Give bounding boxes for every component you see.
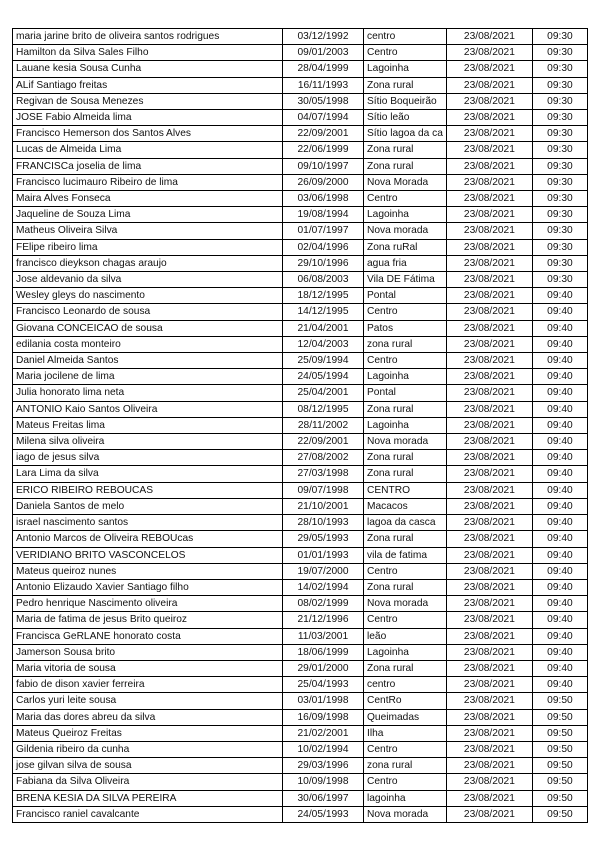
table-row <box>13 563 588 579</box>
table-row <box>13 741 588 757</box>
appointment-time-cell: 09:30 <box>532 239 587 255</box>
location-cell: Zona rural <box>364 77 447 93</box>
birth-date-cell: 21/10/2001 <box>283 498 364 514</box>
birth-date-cell: 21/04/2001 <box>283 320 364 336</box>
schedule-table-body <box>13 29 588 823</box>
table-row <box>13 612 588 628</box>
location-cell: Zona rural <box>364 660 447 676</box>
person-name-cell: Jose aldevanio da silva <box>13 272 283 288</box>
appointment-date-cell: 23/08/2021 <box>446 385 532 401</box>
appointment-date-cell: 23/08/2021 <box>446 353 532 369</box>
person-name-cell: BRENA KESIA DA SILVA PEREIRA <box>13 790 283 806</box>
location-cell: Nova morada <box>364 806 447 822</box>
location-cell: Zona rural <box>364 466 447 482</box>
location-cell: lagoa da casca <box>364 515 447 531</box>
appointment-date-cell: 23/08/2021 <box>446 77 532 93</box>
location-cell: Sítio leão <box>364 110 447 126</box>
table-row <box>13 725 588 741</box>
birth-date-cell: 29/03/1996 <box>283 758 364 774</box>
birth-date-cell: 27/08/2002 <box>283 450 364 466</box>
table-row <box>13 515 588 531</box>
appointment-time-cell: 09:30 <box>532 191 587 207</box>
appointment-date-cell: 23/08/2021 <box>446 790 532 806</box>
appointment-time-cell: 09:40 <box>532 401 587 417</box>
birth-date-cell: 03/01/1998 <box>283 693 364 709</box>
appointment-date-cell: 23/08/2021 <box>446 644 532 660</box>
birth-date-cell: 14/02/1994 <box>283 579 364 595</box>
birth-date-cell: 22/09/2001 <box>283 126 364 142</box>
appointment-date-cell: 23/08/2021 <box>446 547 532 563</box>
location-cell: vila de fatima <box>364 547 447 563</box>
table-row <box>13 320 588 336</box>
birth-date-cell: 29/10/1996 <box>283 255 364 271</box>
birth-date-cell: 03/06/1998 <box>283 191 364 207</box>
person-name-cell: Francisco raniel cavalcante <box>13 806 283 822</box>
appointment-time-cell: 09:40 <box>532 660 587 676</box>
appointment-time-cell: 09:40 <box>532 466 587 482</box>
person-name-cell: Daniela Santos de melo <box>13 498 283 514</box>
person-name-cell: Lucas de Almeida Lima <box>13 142 283 158</box>
appointment-date-cell: 23/08/2021 <box>446 612 532 628</box>
person-name-cell: Maria vitoria de sousa <box>13 660 283 676</box>
birth-date-cell: 25/04/2001 <box>283 385 364 401</box>
person-name-cell: Maria de fatima de jesus Brito queiroz <box>13 612 283 628</box>
appointment-date-cell: 23/08/2021 <box>446 563 532 579</box>
appointment-time-cell: 09:40 <box>532 417 587 433</box>
birth-date-cell: 26/09/2000 <box>283 174 364 190</box>
appointment-time-cell: 09:40 <box>532 579 587 595</box>
person-name-cell: Francisco lucimauro Ribeiro de lima <box>13 174 283 190</box>
appointment-time-cell: 09:30 <box>532 272 587 288</box>
table-row <box>13 77 588 93</box>
appointment-time-cell: 09:40 <box>532 531 587 547</box>
table-row <box>13 531 588 547</box>
person-name-cell: Antonio Marcos de Oliveira REBOUcas <box>13 531 283 547</box>
person-name-cell: Francisco Leonardo de sousa <box>13 304 283 320</box>
location-cell: Zona rural <box>364 450 447 466</box>
birth-date-cell: 29/05/1993 <box>283 531 364 547</box>
person-name-cell: JOSE Fabio Almeida lima <box>13 110 283 126</box>
person-name-cell: Julia honorato lima neta <box>13 385 283 401</box>
birth-date-cell: 02/04/1996 <box>283 239 364 255</box>
table-row <box>13 288 588 304</box>
birth-date-cell: 30/05/1998 <box>283 93 364 109</box>
location-cell: Lagoinha <box>364 369 447 385</box>
table-row <box>13 774 588 790</box>
table-row <box>13 191 588 207</box>
table-row <box>13 417 588 433</box>
person-name-cell: Wesley gleys do nascimento <box>13 288 283 304</box>
birth-date-cell: 09/07/1998 <box>283 482 364 498</box>
person-name-cell: FElipe ribeiro lima <box>13 239 283 255</box>
person-name-cell: iago de jesus silva <box>13 450 283 466</box>
person-name-cell: Jamerson Sousa brito <box>13 644 283 660</box>
appointment-date-cell: 23/08/2021 <box>446 223 532 239</box>
table-row <box>13 255 588 271</box>
appointment-date-cell: 23/08/2021 <box>446 498 532 514</box>
location-cell: Zona rural <box>364 142 447 158</box>
birth-date-cell: 16/11/1993 <box>283 77 364 93</box>
appointment-time-cell: 09:30 <box>532 142 587 158</box>
table-row <box>13 304 588 320</box>
appointment-date-cell: 23/08/2021 <box>446 660 532 676</box>
birth-date-cell: 10/09/1998 <box>283 774 364 790</box>
birth-date-cell: 01/01/1993 <box>283 547 364 563</box>
appointment-date-cell: 23/08/2021 <box>446 515 532 531</box>
location-cell: Zona rural <box>364 579 447 595</box>
appointment-date-cell: 23/08/2021 <box>446 725 532 741</box>
appointment-date-cell: 23/08/2021 <box>446 417 532 433</box>
person-name-cell: Mateus Queiroz Freitas <box>13 725 283 741</box>
location-cell: Centro <box>364 191 447 207</box>
appointment-time-cell: 09:50 <box>532 725 587 741</box>
location-cell: Lagoinha <box>364 61 447 77</box>
location-cell: Macacos <box>364 498 447 514</box>
table-row <box>13 482 588 498</box>
appointment-date-cell: 23/08/2021 <box>446 142 532 158</box>
birth-date-cell: 30/06/1997 <box>283 790 364 806</box>
birth-date-cell: 03/12/1992 <box>283 29 364 45</box>
location-cell: Centro <box>364 304 447 320</box>
location-cell: Nova morada <box>364 223 447 239</box>
appointment-time-cell: 09:40 <box>532 612 587 628</box>
birth-date-cell: 06/08/2003 <box>283 272 364 288</box>
appointment-time-cell: 09:40 <box>532 304 587 320</box>
appointment-date-cell: 23/08/2021 <box>446 126 532 142</box>
table-row <box>13 353 588 369</box>
person-name-cell: Carlos yuri leite sousa <box>13 693 283 709</box>
birth-date-cell: 29/01/2000 <box>283 660 364 676</box>
location-cell: Centro <box>364 612 447 628</box>
appointment-time-cell: 09:40 <box>532 353 587 369</box>
location-cell: Sítio Boqueirão <box>364 93 447 109</box>
appointment-time-cell: 09:40 <box>532 385 587 401</box>
appointment-date-cell: 23/08/2021 <box>446 304 532 320</box>
table-row <box>13 272 588 288</box>
appointment-date-cell: 23/08/2021 <box>446 320 532 336</box>
appointment-time-cell: 09:50 <box>532 790 587 806</box>
appointment-time-cell: 09:40 <box>532 434 587 450</box>
birth-date-cell: 18/06/1999 <box>283 644 364 660</box>
location-cell: Centro <box>364 774 447 790</box>
location-cell: Ilha <box>364 725 447 741</box>
appointment-time-cell: 09:40 <box>532 450 587 466</box>
table-row <box>13 223 588 239</box>
location-cell: Nova morada <box>364 434 447 450</box>
appointment-date-cell: 23/08/2021 <box>446 93 532 109</box>
location-cell: CENTRO <box>364 482 447 498</box>
person-name-cell: francisco dieykson chagas araujo <box>13 255 283 271</box>
person-name-cell: Francisco Hemerson dos Santos Alves <box>13 126 283 142</box>
appointment-date-cell: 23/08/2021 <box>446 207 532 223</box>
appointment-time-cell: 09:30 <box>532 158 587 174</box>
table-row <box>13 45 588 61</box>
birth-date-cell: 22/06/1999 <box>283 142 364 158</box>
location-cell: Pontal <box>364 288 447 304</box>
appointment-date-cell: 23/08/2021 <box>446 693 532 709</box>
table-row <box>13 709 588 725</box>
table-row <box>13 93 588 109</box>
table-row <box>13 450 588 466</box>
person-name-cell: edilania costa monteiro <box>13 336 283 352</box>
appointment-date-cell: 23/08/2021 <box>446 174 532 190</box>
person-name-cell: Matheus Oliveira Silva <box>13 223 283 239</box>
person-name-cell: ANTONIO Kaio Santos Oliveira <box>13 401 283 417</box>
appointment-date-cell: 23/08/2021 <box>446 191 532 207</box>
appointment-time-cell: 09:30 <box>532 29 587 45</box>
person-name-cell: Jaqueline de Souza Lima <box>13 207 283 223</box>
location-cell: Centro <box>364 741 447 757</box>
location-cell: Lagoinha <box>364 207 447 223</box>
table-row <box>13 644 588 660</box>
appointment-time-cell: 09:30 <box>532 93 587 109</box>
appointment-date-cell: 23/08/2021 <box>446 255 532 271</box>
birth-date-cell: 19/08/1994 <box>283 207 364 223</box>
birth-date-cell: 28/11/2002 <box>283 417 364 433</box>
appointment-date-cell: 23/08/2021 <box>446 709 532 725</box>
birth-date-cell: 08/02/1999 <box>283 596 364 612</box>
birth-date-cell: 21/02/2001 <box>283 725 364 741</box>
appointment-date-cell: 23/08/2021 <box>446 531 532 547</box>
birth-date-cell: 04/07/1994 <box>283 110 364 126</box>
table-row <box>13 758 588 774</box>
birth-date-cell: 25/09/1994 <box>283 353 364 369</box>
appointment-date-cell: 23/08/2021 <box>446 401 532 417</box>
birth-date-cell: 28/10/1993 <box>283 515 364 531</box>
appointment-time-cell: 09:40 <box>532 369 587 385</box>
location-cell: Centro <box>364 353 447 369</box>
location-cell: Queimadas <box>364 709 447 725</box>
person-name-cell: maria jarine brito de oliveira santos rodrigues <box>13 29 283 45</box>
person-name-cell: fabio de dison xavier ferreira <box>13 677 283 693</box>
birth-date-cell: 12/04/2003 <box>283 336 364 352</box>
birth-date-cell: 10/02/1994 <box>283 741 364 757</box>
appointment-time-cell: 09:50 <box>532 709 587 725</box>
table-row <box>13 596 588 612</box>
location-cell: centro <box>364 677 447 693</box>
location-cell: Zona rural <box>364 158 447 174</box>
table-row <box>13 142 588 158</box>
person-name-cell: Milena silva oliveira <box>13 434 283 450</box>
schedule-table <box>12 28 588 823</box>
appointment-time-cell: 09:50 <box>532 741 587 757</box>
birth-date-cell: 19/07/2000 <box>283 563 364 579</box>
appointment-time-cell: 09:40 <box>532 628 587 644</box>
appointment-time-cell: 09:40 <box>532 498 587 514</box>
person-name-cell: Lara Lima da silva <box>13 466 283 482</box>
person-name-cell: Regivan de Sousa Menezes <box>13 93 283 109</box>
table-row <box>13 174 588 190</box>
location-cell: leão <box>364 628 447 644</box>
location-cell: centro <box>364 29 447 45</box>
appointment-time-cell: 09:40 <box>532 288 587 304</box>
person-name-cell: Pedro henrique Nascimento oliveira <box>13 596 283 612</box>
appointment-time-cell: 09:40 <box>532 563 587 579</box>
appointment-time-cell: 09:40 <box>532 547 587 563</box>
appointment-date-cell: 23/08/2021 <box>446 45 532 61</box>
appointment-date-cell: 23/08/2021 <box>446 677 532 693</box>
table-row <box>13 158 588 174</box>
table-row <box>13 61 588 77</box>
location-cell: Lagoinha <box>364 644 447 660</box>
table-row <box>13 660 588 676</box>
appointment-date-cell: 23/08/2021 <box>446 482 532 498</box>
appointment-date-cell: 23/08/2021 <box>446 434 532 450</box>
location-cell: Zona rural <box>364 401 447 417</box>
appointment-time-cell: 09:30 <box>532 110 587 126</box>
appointment-date-cell: 23/08/2021 <box>446 29 532 45</box>
appointment-time-cell: 09:40 <box>532 336 587 352</box>
table-row <box>13 628 588 644</box>
birth-date-cell: 22/09/2001 <box>283 434 364 450</box>
appointment-time-cell: 09:30 <box>532 174 587 190</box>
appointment-time-cell: 09:30 <box>532 45 587 61</box>
appointment-date-cell: 23/08/2021 <box>446 741 532 757</box>
appointment-date-cell: 23/08/2021 <box>446 288 532 304</box>
location-cell: zona rural <box>364 336 447 352</box>
appointment-time-cell: 09:30 <box>532 223 587 239</box>
person-name-cell: Daniel Almeida Santos <box>13 353 283 369</box>
appointment-time-cell: 09:40 <box>532 677 587 693</box>
location-cell: CentRo <box>364 693 447 709</box>
appointment-date-cell: 23/08/2021 <box>446 579 532 595</box>
table-row <box>13 29 588 45</box>
location-cell: Pontal <box>364 385 447 401</box>
appointment-date-cell: 23/08/2021 <box>446 110 532 126</box>
table-row <box>13 434 588 450</box>
person-name-cell: Hamilton da Silva Sales Filho <box>13 45 283 61</box>
appointment-time-cell: 09:50 <box>532 806 587 822</box>
person-name-cell: Lauane kesia Sousa Cunha <box>13 61 283 77</box>
birth-date-cell: 24/05/1994 <box>283 369 364 385</box>
table-row <box>13 110 588 126</box>
table-row <box>13 401 588 417</box>
location-cell: Vila DE Fátima <box>364 272 447 288</box>
table-row <box>13 693 588 709</box>
person-name-cell: Mateus Freitas lima <box>13 417 283 433</box>
birth-date-cell: 27/03/1998 <box>283 466 364 482</box>
appointment-date-cell: 23/08/2021 <box>446 596 532 612</box>
location-cell: Zona rural <box>364 531 447 547</box>
table-row <box>13 790 588 806</box>
person-name-cell: VERIDIANO BRITO VASCONCELOS <box>13 547 283 563</box>
location-cell: Sítio lagoa da ca <box>364 126 447 142</box>
birth-date-cell: 28/04/1999 <box>283 61 364 77</box>
table-row <box>13 239 588 255</box>
table-row <box>13 677 588 693</box>
location-cell: Zona ruRal <box>364 239 447 255</box>
appointment-time-cell: 09:30 <box>532 126 587 142</box>
birth-date-cell: 11/03/2001 <box>283 628 364 644</box>
location-cell: Lagoinha <box>364 417 447 433</box>
appointment-time-cell: 09:30 <box>532 207 587 223</box>
birth-date-cell: 24/05/1993 <box>283 806 364 822</box>
birth-date-cell: 14/12/1995 <box>283 304 364 320</box>
table-row <box>13 806 588 822</box>
table-row <box>13 207 588 223</box>
person-name-cell: Francisca GeRLANE honorato costa <box>13 628 283 644</box>
location-cell: lagoinha <box>364 790 447 806</box>
appointment-time-cell: 09:40 <box>532 596 587 612</box>
table-row <box>13 579 588 595</box>
appointment-time-cell: 09:30 <box>532 255 587 271</box>
appointment-date-cell: 23/08/2021 <box>446 239 532 255</box>
appointment-time-cell: 09:40 <box>532 515 587 531</box>
person-name-cell: Maria jocilene de lima <box>13 369 283 385</box>
location-cell: zona rural <box>364 758 447 774</box>
birth-date-cell: 25/04/1993 <box>283 677 364 693</box>
appointment-date-cell: 23/08/2021 <box>446 774 532 790</box>
birth-date-cell: 16/09/1998 <box>283 709 364 725</box>
person-name-cell: jose gilvan silva de sousa <box>13 758 283 774</box>
appointment-time-cell: 09:50 <box>532 693 587 709</box>
location-cell: Centro <box>364 45 447 61</box>
appointment-date-cell: 23/08/2021 <box>446 628 532 644</box>
location-cell: Nova Morada <box>364 174 447 190</box>
appointment-time-cell: 09:50 <box>532 758 587 774</box>
appointment-date-cell: 23/08/2021 <box>446 61 532 77</box>
person-name-cell: Gildenia ribeiro da cunha <box>13 741 283 757</box>
person-name-cell: israel nascimento santos <box>13 515 283 531</box>
person-name-cell: Giovana CONCEICAO de sousa <box>13 320 283 336</box>
appointment-date-cell: 23/08/2021 <box>446 758 532 774</box>
table-row <box>13 498 588 514</box>
table-row <box>13 547 588 563</box>
person-name-cell: Antonio Elizaudo Xavier Santiago filho <box>13 579 283 595</box>
person-name-cell: Maria das dores abreu da silva <box>13 709 283 725</box>
table-row <box>13 466 588 482</box>
person-name-cell: Fabiana da Silva Oliveira <box>13 774 283 790</box>
appointment-date-cell: 23/08/2021 <box>446 369 532 385</box>
appointment-date-cell: 23/08/2021 <box>446 336 532 352</box>
location-cell: agua fria <box>364 255 447 271</box>
person-name-cell: ERICO RIBEIRO REBOUCAS <box>13 482 283 498</box>
birth-date-cell: 09/01/2003 <box>283 45 364 61</box>
birth-date-cell: 21/12/1996 <box>283 612 364 628</box>
appointment-time-cell: 09:40 <box>532 482 587 498</box>
table-row <box>13 336 588 352</box>
table-row <box>13 385 588 401</box>
appointment-time-cell: 09:50 <box>532 774 587 790</box>
location-cell: Centro <box>364 563 447 579</box>
appointment-time-cell: 09:40 <box>532 644 587 660</box>
location-cell: Nova morada <box>364 596 447 612</box>
appointment-date-cell: 23/08/2021 <box>446 806 532 822</box>
appointment-time-cell: 09:30 <box>532 61 587 77</box>
appointment-time-cell: 09:40 <box>532 320 587 336</box>
appointment-date-cell: 23/08/2021 <box>446 466 532 482</box>
birth-date-cell: 09/10/1997 <box>283 158 364 174</box>
table-row <box>13 126 588 142</box>
location-cell: Patos <box>364 320 447 336</box>
birth-date-cell: 01/07/1997 <box>283 223 364 239</box>
person-name-cell: Mateus queiroz nunes <box>13 563 283 579</box>
appointment-date-cell: 23/08/2021 <box>446 450 532 466</box>
table-row <box>13 369 588 385</box>
appointment-date-cell: 23/08/2021 <box>446 272 532 288</box>
person-name-cell: ALif Santiago freitas <box>13 77 283 93</box>
person-name-cell: Maira Alves Fonseca <box>13 191 283 207</box>
appointment-date-cell: 23/08/2021 <box>446 158 532 174</box>
person-name-cell: FRANCISCa joselia de lima <box>13 158 283 174</box>
birth-date-cell: 08/12/1995 <box>283 401 364 417</box>
birth-date-cell: 18/12/1995 <box>283 288 364 304</box>
appointment-time-cell: 09:30 <box>532 77 587 93</box>
